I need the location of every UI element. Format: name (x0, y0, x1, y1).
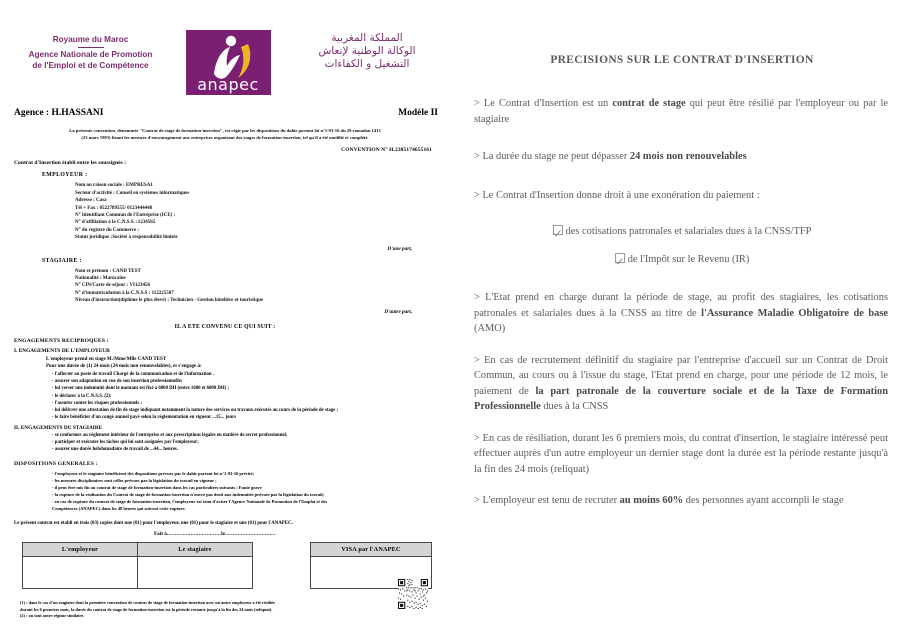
dispositions-items (52, 470, 450, 512)
disposition-item: - en cas de rupture du contrat de stage de formation-insertion, l'employeur est tenu d'aviser l'Agence Nationale de Promotion de l'Emploi et des (52, 499, 328, 505)
precision-4-text-a: > L'Etat prend en charge durant la période de stage, au profit des stagiaires, les cotisations patronales et salariales dues à la CNSS au titre de (474, 292, 888, 319)
footnotes (20, 600, 354, 620)
precision-2-emphasis: 24 mois non renouvelables (629, 151, 747, 162)
agency-model-row (14, 108, 438, 118)
employer-field: N° d'affiliation à la C.N.S.S. :1234565 (75, 220, 156, 226)
footnote-1-line-2: durant les 6 premiers mois, la durée du contrat de stage de formation-insertion est la période restante jusqu'à la fin des 24 mois (reliquat). (20, 606, 273, 612)
trainee-engagement-item: - assurer une durée hebdomadaire de travail de ...44... heures. (52, 447, 178, 453)
trainee-fields (75, 268, 450, 305)
employer-engagement-item: - le faire bénéficier d'un congé annuel payé selon la réglementation en vigueur ...15... jours (52, 414, 237, 420)
precision-paragraph-6: > En cas de résiliation, durant les 6 premiers mois, du contrat d'insertion, le stagiaire intéressé peut effectuer auprès d'un autre employeur un dernier stage dont la durée est la période restante jusqu'à la fin des 24 mois (reliquat) (474, 432, 888, 475)
footnote-1-line-1: (1) : dans le cas d'un stagiaire dont la première convention de contrat de stage de formation-insertion avec un autre employeur a été résiliée (20, 600, 275, 606)
letterhead-arabic-line2: الوكالة الوطنية لإنعاش (318, 45, 416, 57)
anapec-logo-graphic (186, 30, 271, 95)
dispositions-heading: DISPOSITIONS GENERALES : (14, 461, 98, 468)
signature-header-employer: L'employeur (23, 543, 138, 557)
disposition-item: - il peut être mis fin au contrat de stage de formation-insertion dans les cas particuliers suivants : Faute grave (52, 485, 262, 491)
precision-1-text-c: qui peut être résilié par l'employeur ou par le stagiaire (474, 98, 889, 125)
signature-table-parties (22, 542, 253, 589)
employer-engagement-intro (46, 356, 450, 371)
copies-statement: Le présent contrat est établi en trois (03) copies dont une (01) pour l'employeur, une (01) pour le stagiaire et une (01) pour l'ANAPEC. (14, 521, 293, 527)
employer-engagement-intro-line2: Pour une durée de (1) 24 mois (24 mois non renouvelables), et s'engage à: (46, 363, 202, 369)
letterhead-arabic-line1: المملكة المغربية (331, 32, 403, 44)
precision-1-emphasis: contrat de stage (612, 98, 686, 109)
precision-paragraph-2 (474, 149, 888, 165)
precision-7-emphasis: au moins 60% (619, 495, 684, 506)
letterhead-french (8, 34, 173, 72)
signature-cell-trainee[interactable] (138, 557, 253, 589)
employer-engagement-item: - le déclarer à la C.N.S.S. (2); (52, 393, 112, 399)
letterhead-kingdom: Royaume du Maroc (52, 35, 129, 44)
employer-engagement-items (52, 371, 450, 421)
exoneration-option-2 (462, 253, 902, 265)
preamble-line-2: (23 mars 1993) fixant les mesures d'encouragement aux entreprises organisant des stages de formation-insertion, tel qu'il a été modifié et complété. (81, 135, 369, 141)
trainee-field: N° CIN/Carte de séjour : VI123456 (75, 283, 151, 289)
exoneration-option-1 (462, 225, 902, 237)
signature-tables (0, 542, 450, 588)
fait-a-row (0, 531, 430, 537)
letterhead-arabic (292, 32, 442, 71)
employer-engagements-heading: I. ENGAGEMENTS DE L'EMPLOYEUR (14, 347, 110, 354)
trainee-part-label: D'autre part, (384, 308, 412, 315)
precisions-title: PRECISIONS SUR LE CONTRAT D'INSERTION (550, 54, 814, 66)
precision-5-text-a: > En cas de recrutement définitif du stagiaire par l'entreprise d'accueil sur un Contrat de Droit Commun, au cours ou à l'issue du stage, l'Etat prend en charge, pour une période de 12 mois, le paiement de (474, 354, 888, 397)
employer-field: Tél + Fax : 0522789555/ 0123444448 (75, 205, 153, 211)
trainee-engagement-item: - participer et exécuter les tâches qui lui sont assignées par l'employeur; (52, 440, 199, 446)
precision-paragraph-7 (474, 493, 888, 509)
letterhead-arabic-line3: التشغيل و الكفاءات (324, 58, 410, 70)
employer-field: Nom ou raison sociale : EMPRESA1 (75, 183, 153, 189)
table-row (23, 543, 253, 557)
preamble (14, 127, 436, 141)
trainee-engagement-items (52, 432, 450, 453)
employer-field: N° du registre du Commerce : (75, 227, 140, 233)
svg-text:anapec: anapec (197, 75, 259, 94)
employer-engagement-item: - l'assurer contre les risques professionnels ; (52, 400, 142, 406)
checkbox-checked-icon[interactable] (615, 253, 625, 263)
letterhead-agency-line2: de l'Emploi et de Compétence (32, 61, 149, 70)
signature-header-trainee: Le stagiaire (138, 543, 253, 557)
preamble-line-1: La présente convention, dénommée "Contrat de stage de formation-insertion", est régie par les dispositions du dahir portant loi n°1-93-16 du 29 ramadan 1413 (69, 128, 381, 133)
employer-part-label: D'une part, (387, 245, 412, 252)
letterhead-agency-line1: Agence Nationale de Promotion (28, 49, 153, 59)
letterhead (0, 30, 450, 102)
agreed-line: IL A ETE CONVENU CE QUI SUIT : (174, 323, 276, 330)
precision-2-text-a: > La durée du stage ne peut dépasser (474, 151, 630, 162)
footnote-2: (2) : ou tout autre régime similaire. (20, 613, 85, 619)
parties-intro: Contrat d'Insertion établi entre les soussignés : (14, 160, 127, 167)
model-label: Modèle II (398, 108, 438, 118)
employer-engagement-item: - assurer son adaptation en vue de son insertion professionnelle; (52, 379, 183, 385)
precision-1-text-a: > Le Contrat d'Insertion est un (474, 98, 613, 109)
exoneration-option-1-label: des cotisations patronales et salariales dues à la CNSS/TFP (565, 226, 812, 237)
trainee-field: Nationalité : Marocaine (75, 276, 126, 282)
precision-7-text-c: des personnes ayant accompli le stage (683, 495, 844, 506)
disposition-item: - les mesures disciplinaires sont celles prévues par la législation du travail en vigueur ; (52, 478, 217, 484)
engagements-heading: ENGAGEMENTS RECIPROQUES : (14, 337, 109, 344)
precision-4-emphasis: l'Assurance Maladie Obligatoire de base (701, 307, 888, 319)
signature-header-visa: VISA par l'ANAPEC (311, 543, 432, 557)
precision-paragraph-3: > Le Contrat d'Insertion donne droit à une exonération du paiement : (474, 189, 760, 201)
le-label: le (221, 531, 225, 538)
trainee-field: Niveau d'instruction(diplôme le plus élevé) : Technicien - Gestion hôtelière et touristique (75, 298, 264, 304)
disposition-item: Compétences (ANAPEC) dans les 48 heures qui suivent cette rupture. (52, 506, 186, 512)
letterhead-divider (78, 47, 104, 48)
disposition-item: - l'employeur et le stagiaire bénéficient des dispositions prévues par le dahir portant loi n°1-93-16 précité; (52, 471, 255, 477)
employer-field: N° Identifiant Commun de l'Entreprise (ICE) : (75, 213, 176, 219)
precision-paragraph-4 (474, 290, 888, 337)
employer-heading: EMPLOYEUR : (42, 172, 88, 179)
le-dots: ................................ (224, 531, 276, 538)
qr-code (398, 579, 428, 609)
contract-left-column (0, 0, 450, 627)
agency-label: Agence : H.HASSANI (14, 108, 104, 118)
employer-engagement-intro-line1: L'employeur prend en stage M./Mme/Mlle CAND TEST (46, 356, 167, 362)
signature-cell-employer[interactable] (23, 557, 138, 589)
trainee-field: Nom et prénom : CAND TEST (75, 268, 141, 274)
checkbox-checked-icon[interactable] (553, 225, 563, 235)
precision-7-text-a: > L'employeur est tenu de recruter (474, 495, 620, 506)
employer-field: Statut juridique :Société à responsabilité limitée (75, 235, 178, 241)
convention-number: CONVENTION N° H.2305174655161 (341, 147, 432, 154)
trainee-field: N° d'immatriculation à la C.N.S.S : 112225587 (75, 290, 174, 296)
trainee-engagements-heading: II. ENGAGEMENTS DU STAGIAIRE (14, 424, 103, 431)
precision-5-emphasis: la part patronale de la couverture sociale et de la Taxe de Formation Professionnelle (474, 385, 888, 412)
employer-engagement-item: - lui verser une indemnité dont le montant est fixé à 6000 DH (entre 1600 et 6000 DH) ; (52, 386, 230, 392)
precisions-column (462, 0, 902, 627)
fait-a-label: Fait à (154, 531, 167, 538)
fait-a-dots: .................................. (166, 531, 222, 538)
precision-5-text-c: dues à la CNSS (540, 401, 609, 412)
employer-fields (75, 182, 450, 241)
exoneration-option-2-label: de l'Impôt sur le Revenu (IR) (627, 254, 750, 265)
anapec-logo (186, 30, 271, 95)
table-row (311, 543, 432, 557)
precision-4-text-c: (AMO) (474, 323, 506, 334)
employer-engagement-item: - l'affecter au poste de travail Chargé de la communication et de l'information . (52, 372, 214, 378)
disposition-item: - la rupture de la réalisation du Contrat de stage de formation-insertion n'ouvre pas droit aux indemnités prévues par la législation du travail; (52, 492, 325, 498)
employer-engagement-item: - lui délivrer une attestation de fin de stage indiquant notamment la nature des services ou travaux exécutés au cours de la période de stage ; (52, 407, 339, 413)
employer-field: Adresse : Casa (75, 198, 107, 204)
table-row (23, 557, 253, 589)
employer-field: Secteur d'activité : Conseil en systèmes informatiques (75, 190, 190, 196)
precision-paragraph-1 (474, 96, 888, 127)
trainee-engagement-item: - se conformer au règlement intérieur de l'entreprise et aux prescriptions légales en matière de secret professionnel; (52, 432, 288, 438)
precision-paragraph-5 (474, 353, 888, 415)
trainee-heading: STAGIAIRE : (42, 257, 82, 264)
